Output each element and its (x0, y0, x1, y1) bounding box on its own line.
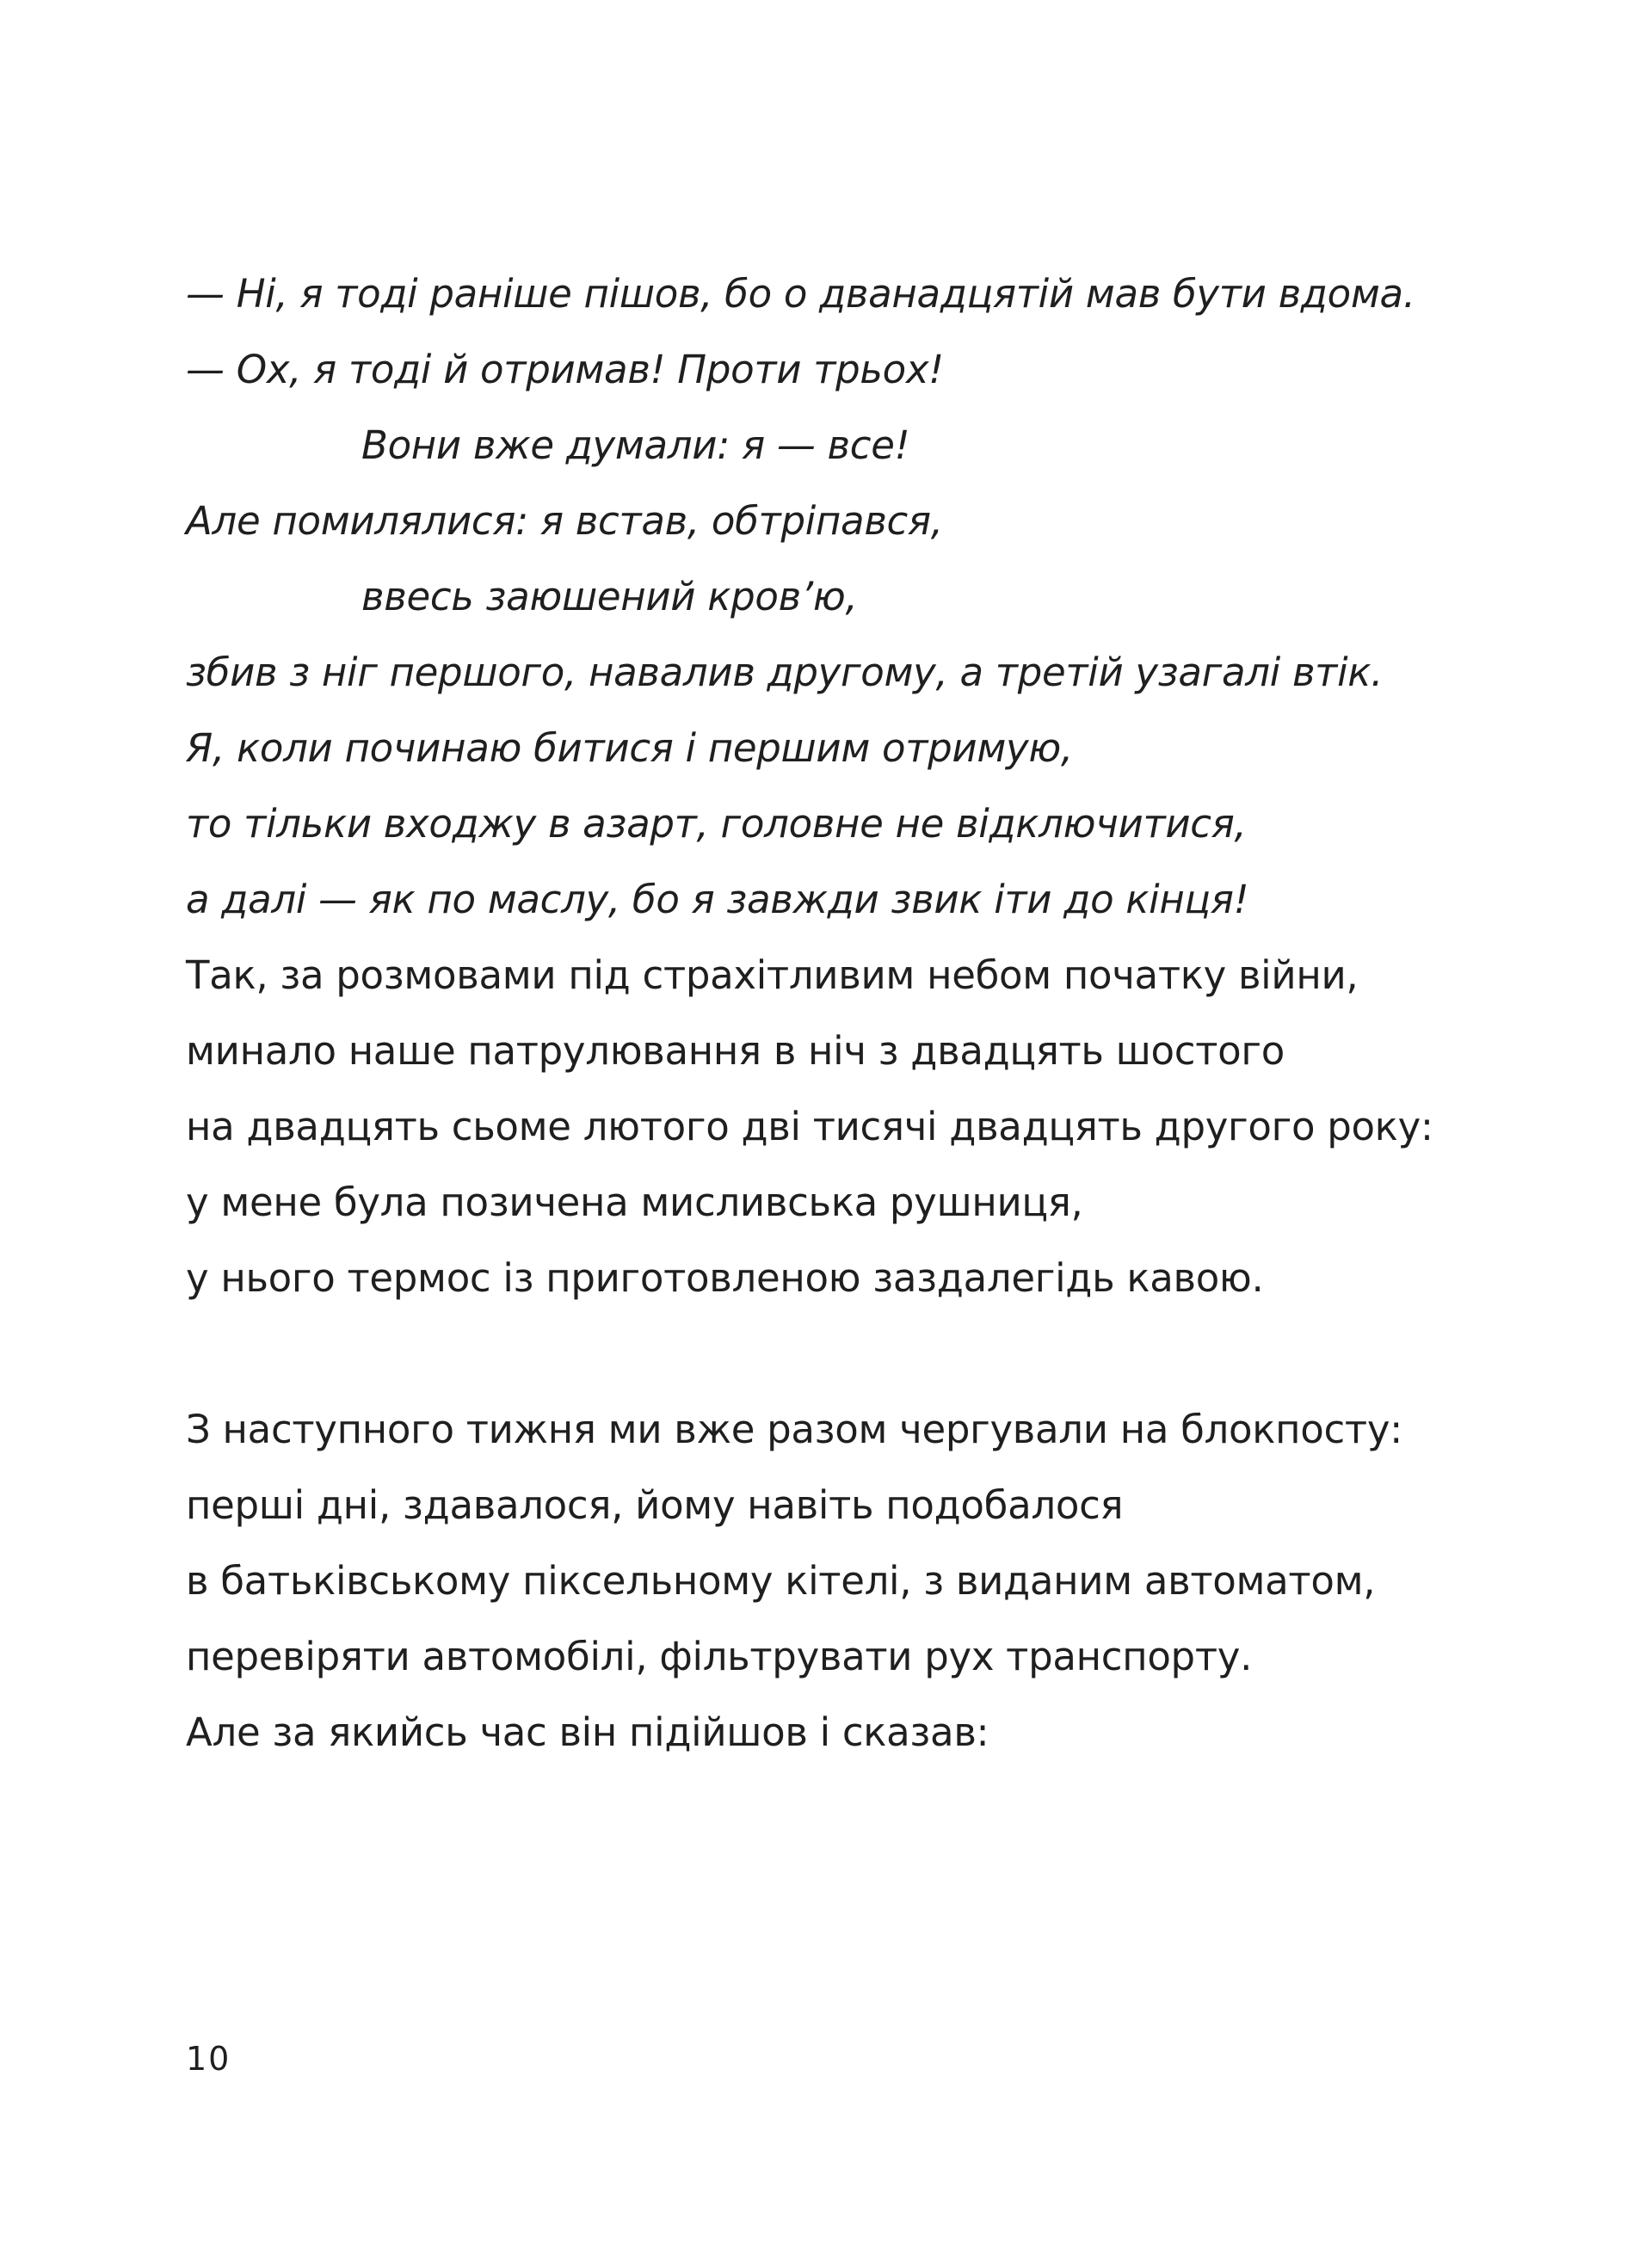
text-line: Вони вже думали: я — все! (361, 422, 910, 468)
page-number: 10 (186, 2040, 231, 2078)
stanza-1 (186, 256, 1476, 1316)
text-line: Але помилялися: я встав, обтріпався, (186, 498, 943, 544)
body-text (186, 256, 1476, 1771)
text-line: у мене була позичена мисливська рушниця, (186, 1180, 1083, 1225)
stanza-break (186, 1316, 1476, 1392)
stanza-2 (186, 1392, 1476, 1771)
text-line: — Ні, я тоді раніше пішов, бо о дванадцятій мав бути вдома. (186, 271, 1415, 317)
text-line: збив з ніг першого, навалив другому, а третій узагалі втік. (186, 650, 1384, 695)
text-line: то тільки входжу в азарт, головне не відключитися, (186, 801, 1247, 847)
text-line: а далі — як по маслу, бо я завжди звик іти до кінця! (186, 877, 1249, 922)
text-line: на двадцять сьоме лютого дві тисячі двадцять другого року: (186, 1104, 1433, 1149)
text-line: минало наше патрулювання в ніч з двадцять шостого (186, 1028, 1285, 1074)
text-line: ввесь заюшений кров’ю, (361, 574, 858, 619)
text-line: З наступного тижня ми вже разом чергували на блокпосту: (186, 1407, 1403, 1452)
text-line: перші дні, здавалося, йому навіть подобалося (186, 1482, 1124, 1528)
text-line: Я, коли починаю битися і першим отримую, (186, 725, 1073, 771)
text-line: Але за якийсь час він підійшов і сказав: (186, 1709, 989, 1755)
text-line: у нього термос із приготовленою заздалегідь кавою. (186, 1255, 1264, 1301)
text-line: Так, за розмовами під страхітливим небом початку війни, (186, 952, 1359, 998)
text-line: — Ох, я тоді й отримав! Проти трьох! (186, 347, 944, 392)
text-line: перевіряти автомобілі, фільтрувати рух транспорту. (186, 1634, 1253, 1679)
text-line: в батьківському піксельному кітелі, з виданим автоматом, (186, 1558, 1376, 1604)
